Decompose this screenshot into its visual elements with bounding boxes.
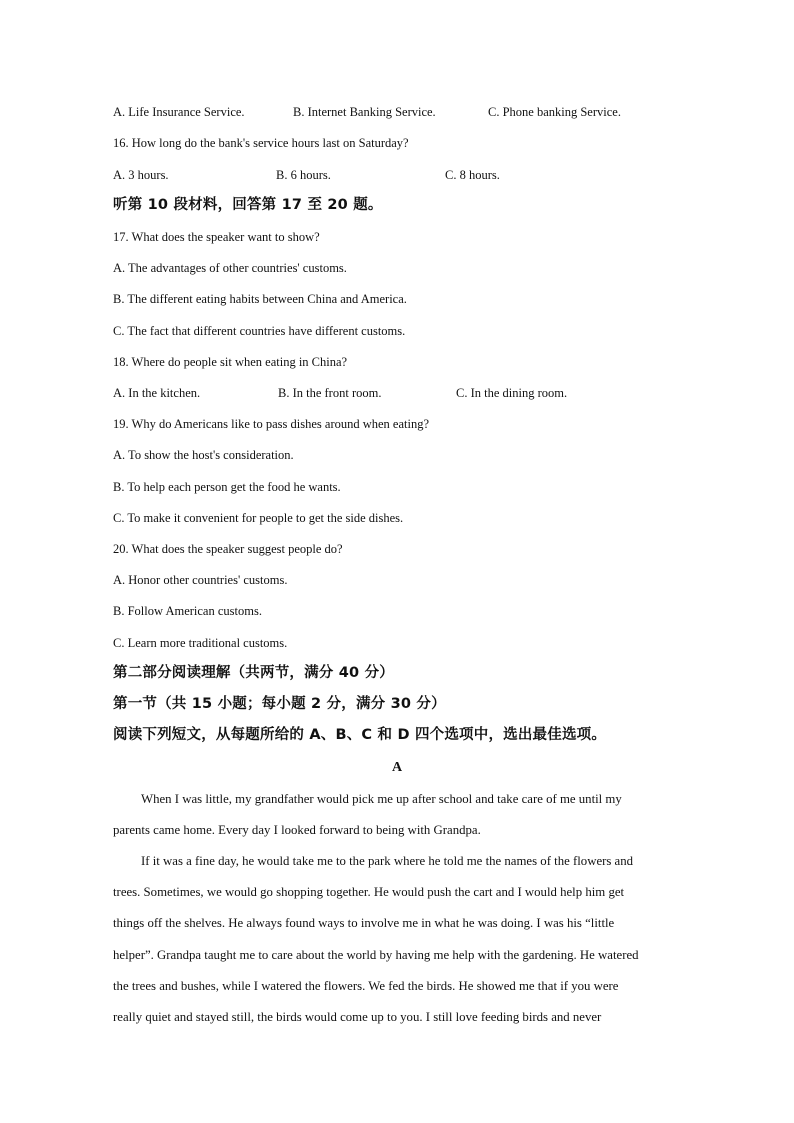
q17-question: 17. What does the speaker want to show? [113, 230, 320, 244]
q19-option-c: C. To make it convenient for people to get the side dishes. [113, 511, 404, 525]
q18-option-a: A. In the kitchen. [113, 386, 201, 400]
passage-line: the trees and bushes, while I watered the flowers. We fed the birds. He showed me that if you were [113, 979, 619, 993]
q18-question: 18. Where do people sit when eating in China? [113, 355, 348, 369]
part2-heading: 第二部分阅读理解（共两节，满分 40 分） [113, 665, 394, 681]
q19-option-b: B. To help each person get the food he wants. [113, 480, 341, 494]
q16-option-c: C. 8 hours. [445, 168, 500, 182]
passage-line: When I was little, my grandfather would pick me up after school and take care of me until my [141, 792, 622, 806]
passage-line: If it was a fine day, he would take me to the park where he told me the names of the flowers and [141, 854, 634, 868]
q20-option-b: B. Follow American customs. [113, 604, 262, 618]
q17-option-c: C. The fact that different countries have different customs. [113, 324, 406, 338]
q20-option-a: A. Honor other countries' customs. [113, 573, 288, 587]
q20-question: 20. What does the speaker suggest people do? [113, 542, 343, 556]
q16-option-b: B. 6 hours. [276, 168, 331, 182]
q19-question: 19. Why do Americans like to pass dishes around when eating? [113, 417, 430, 431]
q17-option-b: B. The different eating habits between China and America. [113, 292, 407, 306]
q20-option-c: C. Learn more traditional customs. [113, 636, 288, 650]
q18-option-c: C. In the dining room. [456, 386, 568, 400]
passage-title: A [391, 760, 403, 775]
q16-option-a: A. 3 hours. [113, 168, 169, 182]
q15-option-c: C. Phone banking Service. [488, 105, 621, 119]
q17-option-a: A. The advantages of other countries' customs. [113, 261, 347, 275]
section10-heading: 听第 10 段材料，回答第 17 至 20 题。 [113, 197, 383, 213]
q15-option-a: A. Life Insurance Service. [113, 105, 245, 119]
q19-option-a: A. To show the host's consideration. [113, 448, 294, 462]
passage-line: trees. Sometimes, we would go shopping together. He would push the cart and I would help him get [113, 885, 625, 899]
q18-option-b: B. In the front room. [278, 386, 382, 400]
passage-line: parents came home. Every day I looked forward to being with Grandpa. [113, 823, 481, 837]
q15-option-b: B. Internet Banking Service. [293, 105, 436, 119]
passage-line: helper”. Grandpa taught me to care about the world by having me help with the gardening. He watered [113, 948, 639, 962]
q16-question: 16. How long do the bank's service hours last on Saturday? [113, 136, 409, 150]
passage-line: really quiet and stayed still, the birds would come up to you. I still love feeding birds and never [113, 1010, 602, 1024]
passage-line: things off the shelves. He always found ways to involve me in what he was doing. I was his “little [113, 916, 615, 930]
section1-heading: 第一节（共 15 小题；每小题 2 分，满分 30 分） [113, 696, 446, 712]
reading-instruction: 阅读下列短文，从每题所给的 A、B、C 和 D 四个选项中，选出最佳选项。 [113, 727, 607, 743]
